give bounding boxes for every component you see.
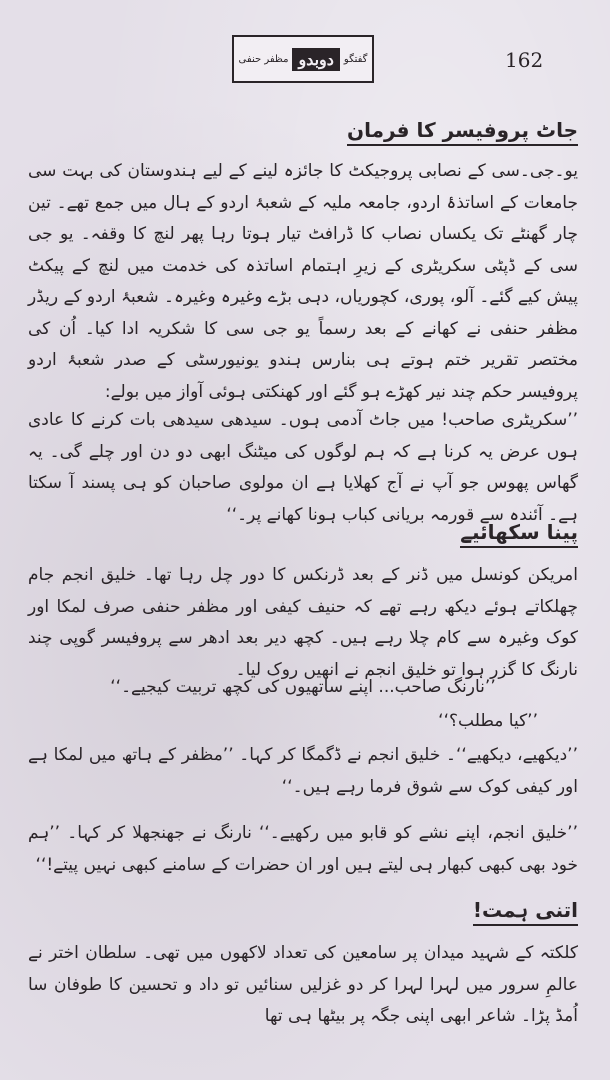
paragraph: ’’سکریٹری صاحب! میں جاٹ آدمی ہوں۔ سیدھی سیدھی بات کرنے کا عادی ہوں عرض یہ کرنا ہے کہ ہم لوگوں کی میٹنگ ابھی دو دن اور چلے گی۔ یہ گھاس پھوس جو آپ نے آج کھلایا ہے ان مولوی صاحبان کو ہی پسند آ سکتا ہے۔ آئندہ سے قورمہ بریانی کباب ہونا کھانے پر۔‘‘	[28, 410, 578, 525]
page-number: 162	[505, 48, 544, 72]
paragraph: امریکن کونسل میں ڈنر کے بعد ڈرنکس کا دور چل رہا تھا۔ خلیق انجم جام چھلکاتے ہوئے دیکھ رہے تھے کہ حنیف کیفی اور مظفر حنفی صرف لمکا اور کوک وغیرہ سے کام چلا رہے ہیں۔ کچھ دیر بعد ادھر سے پروفیسر گوپی چند نارنگ کا گزر ہوا تو خلیق انجم نے انھیں روک لیا۔	[28, 565, 578, 680]
logo-tag-left: مظفر حنفی	[238, 53, 289, 65]
paragraph: کلکتہ کے شہید میدان پر سامعین کی تعداد لاکھوں میں تھی۔ سلطان اختر نے عالمِ سرور میں لہرا لہرا کر دو غزلیں سنائیں تو داد و تحسین کا طوفان سا اُمڈ پڑا۔ شاعر ابھی اپنی جگہ پر بیٹھا ہی تھا	[28, 943, 578, 1026]
paragraph: یو۔جی۔سی کے نصابی پروجیکٹ کا جائزہ لینے کے لیے ہندوستان کی بہت سی جامعات کے اساتذۂ اردو، جامعہ ملیہ کے شعبۂ اردو کے ہال میں جمع تھے۔ تین چار گھنٹے تک یکساں نصاب کا ڈرافٹ تیار ہوتا رہا پھر لنچ کا وقفہ۔ یو جی سی کے ڈپٹی سکریٹری کے زیرِ اہتمام اساتذہ کی خدمت میں لنچ کے پیکٹ پیش کیے گئے۔ آلو، پوری، کچوریاں، دہی بڑے وغیرہ وغیرہ۔ شعبۂ اردو کے ریڈر مظفر حنفی نے کھانے کے بعد رسماً یو جی سی کا شکریہ ادا کیا۔ اُن کی مختصر تقریر ختم ہوتے ہی بنارس ہندو یونیورسٹی کے صدر شعبۂ اردو پروفیسر حکم چند نیر کھڑے ہو گئے اور کھنکتی ہوئی آواز میں بولے:	[28, 161, 578, 402]
section-heading: اتنی ہمت!	[473, 898, 578, 926]
paragraph: ’’خلیق انجم، اپنے نشے کو قابو میں رکھیے۔‘‘ نارنگ نے جھنجھلا کر کہا۔ ’’ہم خود بھی کبھی کبھار ہی لیتے ہیں اور ان حضرات کے سامنے کبھی نہیں پیتے!‘‘	[28, 823, 578, 875]
paragraph: ’’کیا مطلب؟‘‘	[438, 711, 538, 731]
section-heading: جاٹ پروفیسر کا فرمان	[347, 118, 578, 146]
logo-word: دوبدو	[292, 48, 339, 71]
paragraph: ’’دیکھیے، دیکھیے‘‘۔ خلیق انجم نے ڈگمگا کر کہا۔ ’’مظفر کے ہاتھ میں لمکا ہے اور کیفی کوک سے شوق فرما رہے ہیں۔‘‘	[28, 745, 578, 797]
paragraph: ’’نارنگ صاحب... اپنے ساتھیوں کی کچھ تربیت کیجیے۔‘‘	[110, 677, 496, 697]
section-heading: پینا سکھائیے	[460, 520, 578, 548]
book-title-logo	[232, 35, 374, 83]
logo-tag-right: گفتگو	[343, 53, 368, 65]
